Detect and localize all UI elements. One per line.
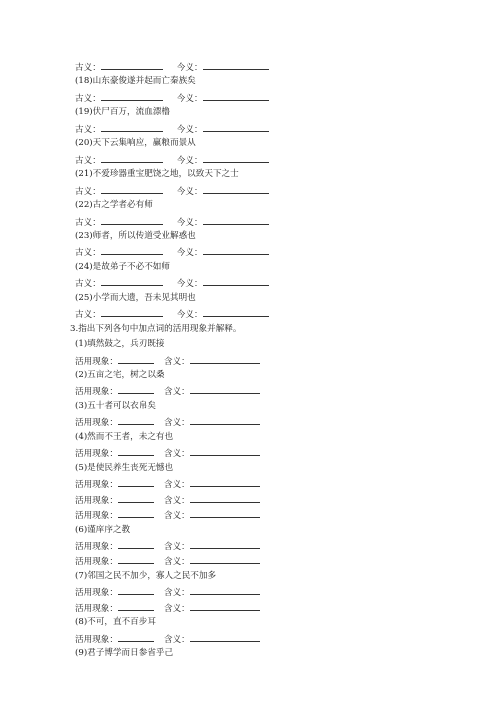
hanyi-answer-blank[interactable]: [190, 494, 260, 503]
answer-line-huoyong: [75, 633, 260, 646]
answer-line-huoyong: [75, 509, 260, 522]
answer-line-huoyong: [75, 385, 260, 398]
question-sentence: (5)是使民养生丧死无憾也: [75, 462, 174, 473]
huoyong-label: 活用现象：: [75, 603, 118, 614]
gu-label: 古义：: [75, 217, 101, 228]
gu-label: 古义：: [75, 310, 101, 321]
gu-label: 古义：: [75, 155, 101, 166]
question-sentence: (7)邻国之民不加少，寡人之民不加多: [75, 570, 217, 581]
huoyong-label: 活用现象：: [75, 588, 118, 599]
question-sentence: (4)然而不王者，未之有也: [75, 431, 174, 442]
jin-label: 今义：: [176, 217, 203, 228]
hanyi-label: 含义：: [163, 557, 190, 568]
hanyi-answer-blank[interactable]: [190, 602, 260, 611]
jin-label: 今义：: [176, 63, 203, 73]
huoyong-answer-blank[interactable]: [118, 478, 154, 487]
gu-answer-blank[interactable]: [101, 92, 163, 101]
gu-label: 古义：: [75, 124, 101, 135]
hanyi-answer-blank[interactable]: [190, 385, 260, 394]
gu-answer-blank[interactable]: [101, 185, 163, 194]
question-sentence: (24)是故弟子不必不如师: [75, 261, 170, 272]
gu-answer-blank[interactable]: [101, 123, 163, 132]
question-sentence: (21)不爱珍器重宝肥饶之地，以致天下之士: [75, 169, 239, 180]
huoyong-label: 活用现象：: [75, 418, 118, 429]
question-sentence: (25)小学而大遗，吾未见其明也: [75, 292, 196, 303]
answer-line-huoyong: [75, 602, 260, 615]
gu-label: 古义：: [75, 93, 101, 104]
answer-line-huoyong: [75, 416, 260, 429]
jin-answer-blank[interactable]: [203, 185, 269, 194]
jin-answer-blank[interactable]: [203, 308, 269, 317]
answer-line-huoyong: [75, 540, 260, 553]
jin-answer-blank[interactable]: [203, 123, 269, 132]
answer-line-huoyong: [75, 555, 260, 568]
huoyong-answer-blank[interactable]: [118, 447, 154, 456]
jin-answer-blank[interactable]: [203, 277, 269, 286]
gu-answer-blank[interactable]: [101, 61, 163, 70]
huoyong-answer-blank[interactable]: [118, 509, 154, 518]
question-sentence: (2)五亩之宅，树之以桑: [75, 370, 165, 380]
hanyi-answer-blank[interactable]: [190, 509, 260, 518]
huoyong-label: 活用现象：: [75, 356, 118, 367]
hanyi-label: 含义：: [163, 387, 190, 398]
hanyi-label: 含义：: [163, 603, 190, 614]
huoyong-answer-blank[interactable]: [118, 633, 154, 642]
gu-label: 古义：: [75, 248, 101, 259]
answer-line-gu-jin: [75, 246, 269, 259]
hanyi-label: 含义：: [163, 511, 190, 522]
answer-line-gu-jin: [75, 61, 269, 74]
gu-answer-blank[interactable]: [101, 216, 163, 225]
jin-label: 今义：: [176, 124, 203, 135]
answer-line-gu-jin: [75, 216, 269, 229]
jin-label: 今义：: [176, 186, 203, 197]
hanyi-label: 含义：: [163, 356, 190, 367]
huoyong-label: 活用现象：: [75, 634, 118, 645]
answer-line-gu-jin: [75, 123, 269, 136]
question-sentence: (8)不可，直不百步耳: [75, 617, 156, 628]
question-sentence: (6)谨庠序之教: [75, 524, 131, 535]
huoyong-answer-blank[interactable]: [118, 555, 154, 564]
question-sentence: (19)伏尸百万，流血漂橹: [75, 107, 170, 118]
huoyong-label: 活用现象：: [75, 511, 118, 522]
huoyong-answer-blank[interactable]: [118, 385, 154, 394]
hanyi-label: 含义：: [163, 634, 190, 645]
gu-answer-blank[interactable]: [101, 154, 163, 163]
question-sentence: (23)师者，所以传道受业解惑也: [75, 230, 196, 241]
answer-line-huoyong: [75, 586, 260, 599]
hanyi-answer-blank[interactable]: [190, 478, 260, 487]
hanyi-answer-blank[interactable]: [190, 555, 260, 564]
question-sentence: (20)天下云集响应，赢粮而景从: [75, 138, 196, 149]
hanyi-label: 含义：: [163, 480, 190, 491]
jin-label: 今义：: [176, 93, 203, 104]
hanyi-answer-blank[interactable]: [190, 633, 260, 642]
answer-line-huoyong: [75, 447, 260, 460]
huoyong-label: 活用现象：: [75, 449, 118, 460]
huoyong-answer-blank[interactable]: [118, 586, 154, 595]
hanyi-answer-blank[interactable]: [190, 416, 260, 425]
question-sentence: (9)君子博学而日参省乎己: [75, 648, 174, 659]
answer-line-gu-jin: [75, 154, 269, 167]
answer-line-gu-jin: [75, 92, 269, 105]
gu-answer-blank[interactable]: [101, 277, 163, 286]
huoyong-label: 活用现象：: [75, 495, 118, 506]
answer-line-gu-jin: [75, 308, 269, 321]
huoyong-label: 活用现象：: [75, 541, 118, 552]
question-sentence: (18)山东豪俊遂并起而亡秦族矣: [75, 76, 196, 87]
gu-answer-blank[interactable]: [101, 246, 163, 255]
question-sentence: (3)五十者可以衣帛矣: [75, 400, 156, 411]
hanyi-answer-blank[interactable]: [190, 447, 260, 456]
answer-line-gu-jin: [75, 185, 269, 198]
jin-answer-blank[interactable]: [203, 216, 269, 225]
jin-answer-blank[interactable]: [203, 246, 269, 255]
huoyong-label: 活用现象：: [75, 387, 118, 398]
section-3-heading: 3.指出下列各句中加点词的活用现象并解释。: [70, 323, 242, 334]
jin-label: 今义：: [176, 310, 203, 321]
question-sentence: (22)古之学者必有师: [75, 200, 153, 211]
gu-answer-blank[interactable]: [101, 308, 163, 317]
hanyi-label: 含义：: [163, 418, 190, 429]
answer-line-huoyong: [75, 478, 260, 491]
huoyong-answer-blank[interactable]: [118, 540, 154, 549]
jin-answer-blank[interactable]: [203, 92, 269, 101]
huoyong-answer-blank[interactable]: [118, 494, 154, 503]
huoyong-label: 活用现象：: [75, 557, 118, 568]
gu-label: 古义：: [75, 63, 101, 73]
hanyi-label: 含义：: [163, 449, 190, 460]
hanyi-answer-blank[interactable]: [190, 540, 260, 549]
gu-label: 古义：: [75, 186, 101, 197]
hanyi-label: 含义：: [163, 541, 190, 552]
answer-line-gu-jin: [75, 277, 269, 290]
jin-answer-blank[interactable]: [203, 61, 269, 70]
jin-answer-blank[interactable]: [203, 154, 269, 163]
huoyong-answer-blank[interactable]: [118, 355, 154, 364]
hanyi-answer-blank[interactable]: [190, 355, 260, 364]
hanyi-answer-blank[interactable]: [190, 586, 260, 595]
hanyi-label: 含义：: [163, 588, 190, 599]
jin-label: 今义：: [176, 155, 203, 166]
jin-label: 今义：: [176, 279, 203, 290]
gu-label: 古义：: [75, 279, 101, 290]
question-sentence: (1)填然鼓之，兵刃既接: [75, 339, 165, 350]
answer-line-huoyong: [75, 494, 260, 507]
hanyi-label: 含义：: [163, 495, 190, 506]
answer-line-huoyong: [75, 355, 260, 368]
huoyong-label: 活用现象：: [75, 480, 118, 491]
jin-label: 今义：: [176, 248, 203, 259]
huoyong-answer-blank[interactable]: [118, 602, 154, 611]
huoyong-answer-blank[interactable]: [118, 416, 154, 425]
